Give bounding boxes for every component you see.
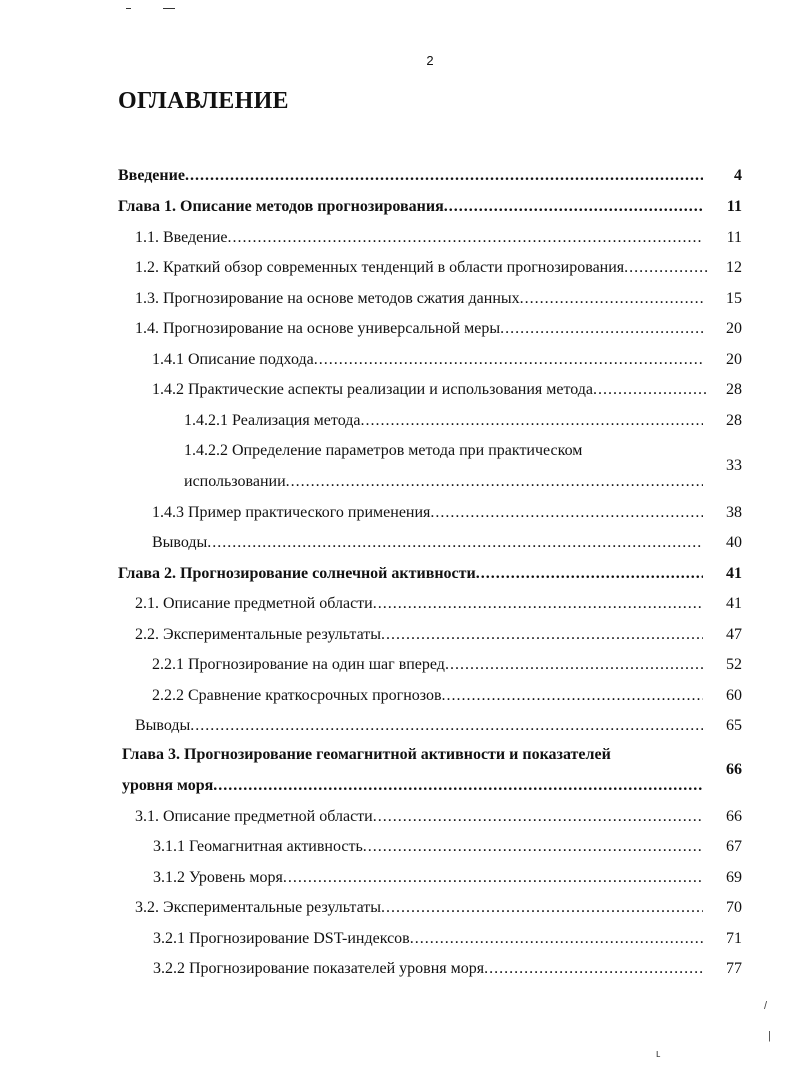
toc-entry-page: 4 [734,167,742,184]
toc-entry-label-line1: 1.4.2.2 Определение параметров метода при практическом [184,442,583,459]
scan-artifact-mark: | [768,1030,771,1042]
toc-entry-label: 1.4.2 Практические аспекты реализации и использования метода [152,381,594,398]
toc-entry[interactable] [0,381,799,403]
toc-entry-label-line1: Глава 3. Прогнозирование геомагнитной активности и показателей [122,746,611,763]
toc-entry-page: 66 [726,808,742,825]
toc-entry-page: 66 [726,761,742,778]
toc-entry[interactable] [0,838,799,860]
scan-dash-mark [163,8,175,9]
toc-entry-page: 20 [726,320,742,337]
toc-entry-label: уровня моря [122,777,214,794]
toc-entry-page: 69 [726,869,742,886]
scan-artifact-mark: ʟ [656,1048,661,1060]
toc-entry-page: 52 [726,656,742,673]
toc-entry[interactable] [0,534,799,556]
toc-entry-page: 15 [726,290,742,307]
toc-entry-label: 2.1. Описание предметной области [135,595,373,612]
toc-entry-label: 2.2. Экспериментальные результаты [135,626,382,643]
toc-entry[interactable] [0,960,799,982]
toc-entry-intro[interactable] [0,167,799,189]
toc-entry-page: 47 [726,626,742,643]
toc-entry-label: 1.4.3 Пример практического применения [152,504,431,521]
toc-entry-page: 11 [726,198,742,215]
toc-entry-label: 3.1.1 Геомагнитная активность [153,838,363,855]
toc-entry-page: 41 [726,595,742,612]
toc-entry-label: Выводы [152,534,208,551]
toc-entry-label: 3.1.2 Уровень моря [153,869,283,886]
toc-entry-page: 41 [726,565,742,582]
toc-entry-label: Выводы [135,717,191,734]
toc-entry[interactable] [0,351,799,373]
toc-entry-page: 70 [726,899,742,916]
toc-entry-label: 3.1. Описание предметной области [135,808,373,825]
toc-entry-label: Глава 1. Описание методов прогнозирования [118,198,444,215]
page-number: 2 [426,53,434,68]
toc-entry-label: 1.4.1 Описание подхода [152,351,314,368]
toc-entry[interactable] [0,412,799,434]
toc-entry-page: 38 [726,504,742,521]
toc-entry-page: 33 [726,457,742,474]
toc-entry-page: 12 [726,259,742,276]
toc-entry-chapter-3[interactable] [0,746,799,800]
toc-entry-label: 1.1. Введение [135,229,228,246]
toc-entry-chapter-1[interactable] [0,198,799,220]
toc-entry[interactable] [0,808,799,830]
scan-artifact-mark: / [764,1000,768,1012]
toc-entry-page: 28 [726,412,742,429]
toc-entry-label: 1.4. Прогнозирование на основе универсальной меры [135,320,501,337]
toc-entry[interactable] [0,717,799,739]
toc-entry[interactable] [0,687,799,709]
toc-entry-page: 11 [726,229,742,246]
toc-entry[interactable] [0,442,799,494]
toc-entry[interactable] [0,259,799,281]
toc-entry-label: 3.2. Экспериментальные результаты [135,899,382,916]
toc-entry-label: Введение [118,167,185,184]
toc-entry[interactable] [0,595,799,617]
toc-entry[interactable] [0,930,799,952]
toc-entry[interactable] [0,320,799,342]
toc-entry-label: 3.2.1 Прогнозирование DST-индексов [153,930,410,947]
toc-entry-label: 1.3. Прогнозирование на основе методов сжатия данных [135,290,520,307]
toc-entry-page: 60 [726,687,742,704]
toc-entry-label: использовании [184,473,286,490]
toc-entry-label: Глава 2. Прогнозирование солнечной активности [118,565,476,582]
toc-entry[interactable] [0,229,799,251]
toc-entry-page: 20 [726,351,742,368]
toc-entry-page: 71 [726,930,742,947]
toc-entry-page: 67 [726,838,742,855]
toc-entry[interactable] [0,626,799,648]
toc-entry-chapter-2[interactable] [0,565,799,587]
toc-entry-label: 2.2.1 Прогнозирование на один шаг вперед [152,656,445,673]
toc-entry-label: 1.2. Краткий обзор современных тенденций в области прогнозирования [135,259,625,276]
toc-entry[interactable] [0,290,799,312]
toc-entry-label: 3.2.2 Прогнозирование показателей уровня моря [153,960,485,977]
toc-entry[interactable] [0,869,799,891]
toc-entry[interactable] [0,504,799,526]
toc-entry-page: 77 [726,960,742,977]
page-title: ОГЛАВЛЕНИЕ [118,88,289,114]
toc-entry-page: 28 [726,381,742,398]
toc-entry[interactable] [0,899,799,921]
toc-entry[interactable] [0,656,799,678]
scan-dash-mark [126,8,131,9]
toc-entry-page: 65 [726,717,742,734]
toc-entry-label: 1.4.2.1 Реализация метода [184,412,361,429]
toc-entry-page: 40 [726,534,742,551]
toc-entry-label: 2.2.2 Сравнение краткосрочных прогнозов [152,687,442,704]
